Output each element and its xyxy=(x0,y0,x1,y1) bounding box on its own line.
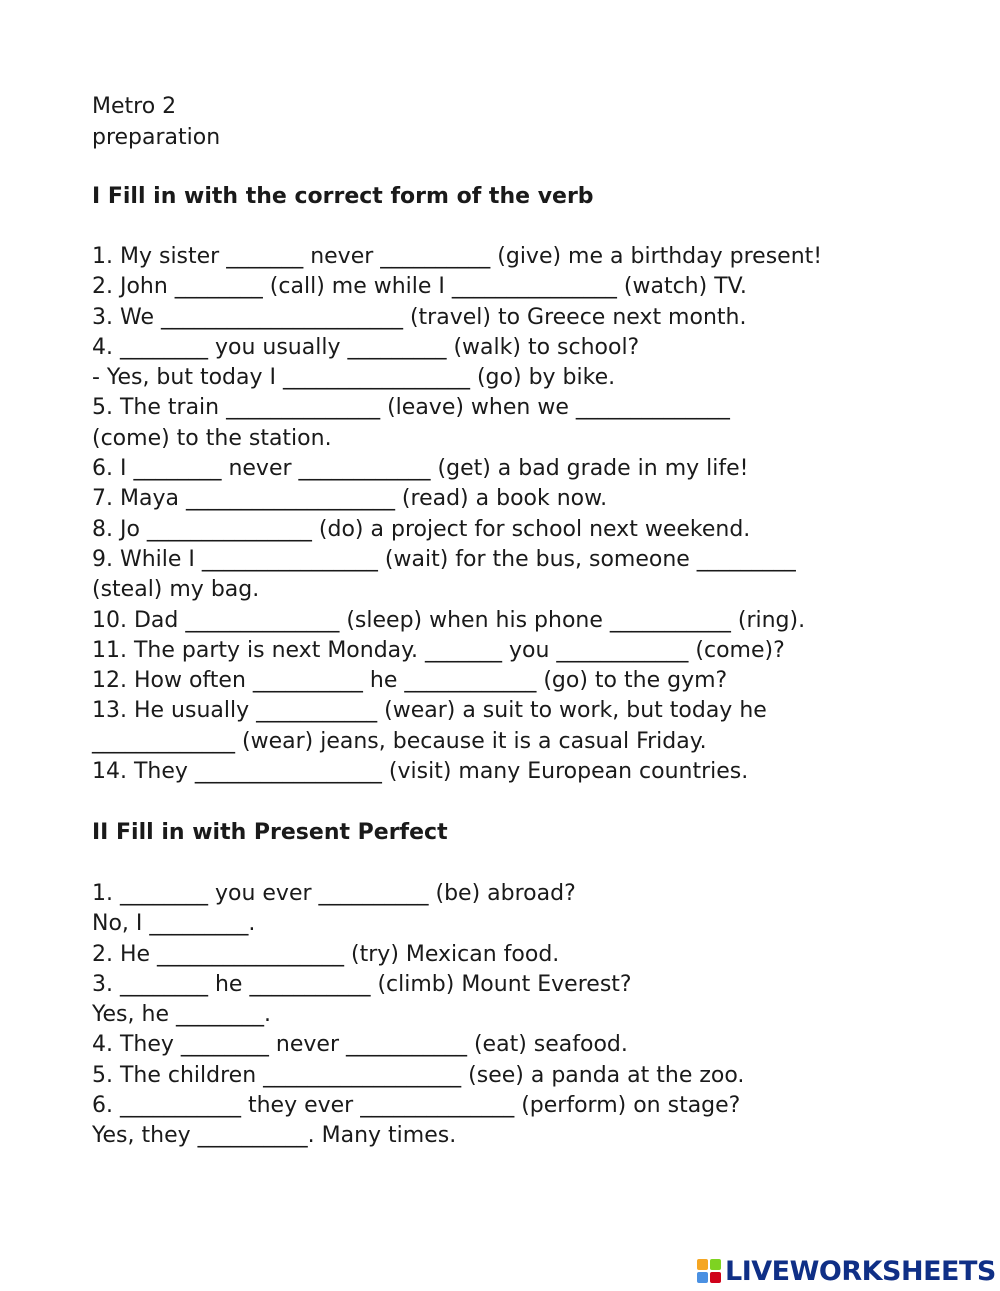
brand-name: LIVEWORKSHEETS xyxy=(725,1255,996,1287)
logo-square-3 xyxy=(697,1272,708,1283)
exercise-line: 5. The children __________________ (see) a panda at the zoo. xyxy=(92,1062,745,1088)
exercise-line: 3. ________ he ___________ (climb) Mount Everest? xyxy=(92,971,632,997)
exercise-line: 1. ________ you ever __________ (be) abroad? xyxy=(92,881,576,906)
exercise-line: 14. They _________________ (visit) many European countries. xyxy=(92,759,749,785)
exercise-line: No, I _________. xyxy=(92,911,256,937)
exercise-line: 9. While I ________________ (wait) for the bus, someone _________ xyxy=(92,546,796,572)
section-2-exercises xyxy=(92,879,744,1152)
exercise-line: 4. ________ you usually _________ (walk) to school? xyxy=(92,334,640,360)
exercise-line: Yes, they __________. Many times. xyxy=(92,1123,457,1149)
section-1-heading: I Fill in with the correct form of the verb xyxy=(92,184,594,209)
exercise-line: 8. Jo _______________ (do) a project for school next weekend. xyxy=(92,516,751,542)
exercise-line: 11. The party is next Monday. _______ you ____________ (come)? xyxy=(92,637,785,663)
exercise-line: (steal) my bag. xyxy=(92,577,260,603)
exercise-line: 2. He _________________ (try) Mexican food. xyxy=(92,941,560,967)
logo-square-2 xyxy=(710,1259,721,1270)
exercise-line: 12. How often __________ he ____________ (go) to the gym? xyxy=(92,668,728,694)
exercise-line: 3. We ______________________ (travel) to Greece next month. xyxy=(92,304,747,330)
exercise-line: 6. ___________ they ever ______________ (perform) on stage? xyxy=(92,1093,741,1119)
section-2-heading: II Fill in with Present Perfect xyxy=(92,820,448,845)
worksheet-subtitle: preparation xyxy=(92,125,221,150)
exercise-line: 13. He usually ___________ (wear) a suit to work, but today he xyxy=(92,698,767,724)
exercise-line: Yes, he ________. xyxy=(92,1002,271,1028)
exercise-line: _____________ (wear) jeans, because it is a casual Friday. xyxy=(92,728,707,754)
worksheet-title: Metro 2 xyxy=(92,94,177,119)
worksheet-header xyxy=(92,91,220,153)
exercise-line: 10. Dad ______________ (sleep) when his phone ___________ (ring). xyxy=(92,607,806,633)
logo-square-1 xyxy=(697,1259,708,1270)
liveworksheets-brand[interactable] xyxy=(697,1255,996,1287)
section-1-exercises xyxy=(92,242,822,787)
liveworksheets-logo-icon xyxy=(697,1259,721,1283)
exercise-line: 7. Maya ___________________ (read) a book now. xyxy=(92,486,608,512)
exercise-line: 6. I ________ never ____________ (get) a bad grade in my life! xyxy=(92,456,749,482)
exercise-line: 2. John ________ (call) me while I _______________ (watch) TV. xyxy=(92,274,747,300)
exercise-line: 1. My sister _______ never __________ (give) me a birthday present! xyxy=(92,244,823,269)
exercise-line: - Yes, but today I _________________ (go) by bike. xyxy=(92,365,616,391)
logo-square-4 xyxy=(710,1272,721,1283)
exercise-line: 4. They ________ never ___________ (eat) seafood. xyxy=(92,1032,628,1058)
exercise-line: (come) to the station. xyxy=(92,425,332,451)
exercise-line: 5. The train ______________ (leave) when we ______________ xyxy=(92,395,730,421)
